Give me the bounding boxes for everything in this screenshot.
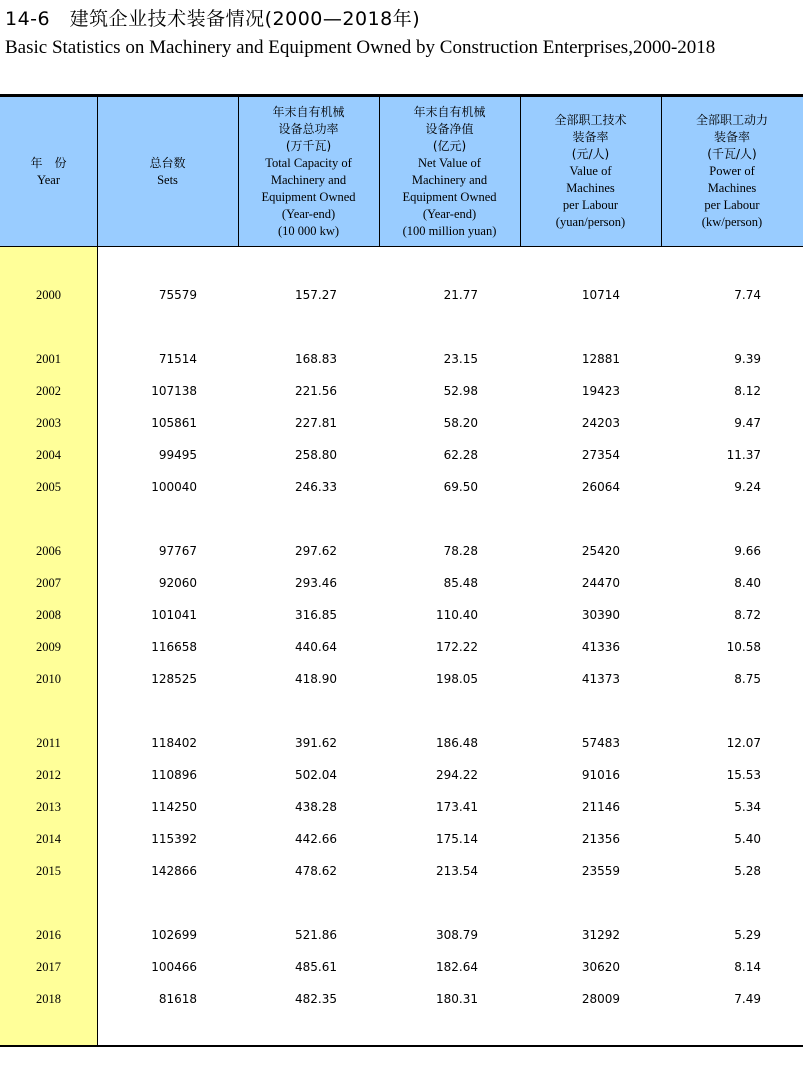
capacity-cell: 521.86 (295, 928, 337, 942)
capacity-cell: 442.66 (295, 832, 337, 846)
year-cell: 2014 (36, 832, 61, 846)
header-power-per-labour-cn: 装备率 (713, 130, 750, 144)
sets-cell: 115392 (151, 832, 197, 846)
capacity-cell: 418.90 (295, 672, 337, 686)
header-total-capacity-cn: 年末自有机械 (272, 104, 345, 119)
header-total-capacity-en: Machinery and (270, 172, 347, 187)
value-per-labour-cell: 30620 (581, 960, 620, 974)
header-net-value-cn: 设备净值 (425, 121, 474, 136)
year-cell: 2013 (36, 800, 61, 814)
header-value-per-labour-en: Value of (569, 164, 612, 178)
table-row (0, 606, 803, 626)
capacity-cell: 246.33 (295, 480, 337, 494)
header-net-value-en: Equipment Owned (402, 189, 497, 204)
sets-cell: 128525 (151, 672, 197, 686)
capacity-cell: 258.80 (295, 448, 337, 462)
capacity-cell: 438.28 (295, 800, 337, 814)
value-per-labour-cell: 19423 (581, 384, 620, 398)
header-value-per-labour-en: (yuan/person) (555, 215, 626, 229)
header-value-per-labour (520, 97, 661, 246)
table-row (0, 286, 803, 306)
power-per-labour-cell: 5.34 (734, 800, 761, 814)
header-sets (97, 97, 238, 246)
year-cell: 2012 (36, 768, 61, 782)
year-cell: 2003 (36, 416, 61, 430)
page-title-cn: 14-6 建筑企业技术装备情况(2000—2018年) (5, 8, 421, 30)
page-title-en: Basic Statistics on Machinery and Equipment Owned by Construction Enterprises,2000-2018 (5, 37, 716, 58)
table-row (0, 350, 803, 370)
header-total-capacity-en: (10 000 kw) (277, 223, 340, 238)
header-total-capacity-en: Total Capacity of (265, 155, 352, 170)
header-value-per-labour-cn: 全部职工技术 (554, 113, 627, 127)
header-total-capacity (238, 97, 379, 246)
net-value-cell: 58.20 (443, 416, 478, 430)
sets-cell: 71514 (158, 352, 197, 366)
table-row (0, 766, 803, 786)
value-per-labour-cell: 41373 (581, 672, 620, 686)
capacity-cell: 440.64 (295, 640, 337, 654)
value-per-labour-cell: 24203 (581, 416, 620, 430)
value-per-labour-cell: 41336 (581, 640, 620, 654)
capacity-cell: 168.83 (295, 352, 337, 366)
year-cell: 2015 (36, 864, 61, 878)
header-power-per-labour-en: per Labour (704, 198, 760, 212)
header-total-capacity-en: Equipment Owned (261, 189, 356, 204)
power-per-labour-cell: 8.75 (734, 672, 761, 686)
net-value-cell: 294.22 (436, 768, 478, 782)
capacity-cell: 502.04 (295, 768, 337, 782)
net-value-cell: 175.14 (436, 832, 478, 846)
sets-cell: 118402 (151, 736, 197, 750)
capacity-cell: 316.85 (295, 608, 337, 622)
table-row (0, 926, 803, 946)
capacity-cell: 221.56 (295, 384, 337, 398)
capacity-cell: 478.62 (295, 864, 337, 878)
header-value-per-labour-en: per Labour (562, 198, 619, 212)
value-per-labour-cell: 21356 (581, 832, 620, 846)
value-per-labour-cell: 30390 (581, 608, 620, 622)
power-per-labour-cell: 11.37 (726, 448, 761, 462)
year-cell: 2011 (36, 736, 61, 750)
power-per-labour-cell: 12.07 (726, 736, 761, 750)
header-net-value-cn: 年末自有机械 (413, 104, 486, 119)
net-value-cell: 62.28 (443, 448, 478, 462)
power-per-labour-cell: 9.39 (734, 352, 761, 366)
header-total-capacity-cn: 设备总功率 (278, 121, 339, 136)
power-per-labour-cell: 10.58 (726, 640, 761, 654)
header-value-per-labour-cn: 装备率 (572, 130, 609, 144)
net-value-cell: 182.64 (436, 960, 478, 974)
table-row (0, 958, 803, 978)
capacity-cell: 482.35 (295, 992, 337, 1006)
net-value-cell: 186.48 (436, 736, 478, 750)
header-total-capacity-cn: (万千瓦) (285, 138, 332, 153)
net-value-cell: 198.05 (436, 672, 478, 686)
header-column-divider (97, 97, 98, 246)
sets-cell: 102699 (151, 928, 197, 942)
year-cell: 2008 (36, 608, 61, 622)
value-per-labour-cell: 31292 (581, 928, 620, 942)
net-value-cell: 69.50 (443, 480, 478, 494)
sets-cell: 99495 (158, 448, 197, 462)
capacity-cell: 293.46 (295, 576, 337, 590)
header-year-en: Year (36, 172, 61, 187)
net-value-cell: 173.41 (436, 800, 478, 814)
power-per-labour-cell: 5.29 (734, 928, 761, 942)
header-sets-cn: 总台数 (149, 155, 186, 170)
table-bottom-rule (0, 1045, 803, 1047)
year-cell: 2016 (36, 928, 61, 942)
header-total-capacity-en: (Year-end) (281, 206, 336, 221)
table-row (0, 670, 803, 690)
power-per-labour-cell: 9.47 (734, 416, 761, 430)
power-per-labour-cell: 7.49 (734, 992, 761, 1006)
net-value-cell: 52.98 (443, 384, 478, 398)
sets-cell: 107138 (151, 384, 197, 398)
year-cell: 2006 (36, 544, 61, 558)
header-power-per-labour (661, 97, 803, 246)
power-per-labour-cell: 5.28 (734, 864, 761, 878)
net-value-cell: 85.48 (443, 576, 478, 590)
year-cell: 2001 (36, 352, 61, 366)
net-value-cell: 21.77 (443, 288, 478, 302)
year-cell: 2017 (36, 960, 61, 974)
net-value-cell: 172.22 (436, 640, 478, 654)
table-row (0, 478, 803, 498)
value-per-labour-cell: 12881 (581, 352, 620, 366)
header-net-value-en: Net Value of (418, 155, 481, 170)
year-cell: 2010 (36, 672, 61, 686)
capacity-cell: 391.62 (295, 736, 337, 750)
sets-cell: 97767 (158, 544, 197, 558)
power-per-labour-cell: 15.53 (726, 768, 761, 782)
table-row (0, 798, 803, 818)
header-net-value-en: Machinery and (411, 172, 488, 187)
header-year (0, 97, 97, 246)
net-value-cell: 308.79 (436, 928, 478, 942)
header-column-divider (379, 97, 380, 246)
table-row (0, 862, 803, 882)
table-row (0, 382, 803, 402)
header-net-value-en: (Year-end) (422, 206, 477, 221)
table-row (0, 830, 803, 850)
header-power-per-labour-en: Power of (709, 164, 755, 178)
header-column-divider (661, 97, 662, 246)
table-row (0, 990, 803, 1010)
header-power-per-labour-en: (kw/person) (701, 215, 763, 229)
capacity-cell: 157.27 (295, 288, 337, 302)
year-cell: 2007 (36, 576, 61, 590)
table-row (0, 574, 803, 594)
power-per-labour-cell: 7.74 (734, 288, 761, 302)
sets-cell: 142866 (151, 864, 197, 878)
header-year-cn: 年 份 (30, 155, 67, 170)
net-value-cell: 213.54 (436, 864, 478, 878)
net-value-cell: 78.28 (443, 544, 478, 558)
year-cell: 2000 (36, 288, 61, 302)
capacity-cell: 227.81 (295, 416, 337, 430)
table-header (0, 97, 803, 247)
value-per-labour-cell: 91016 (581, 768, 620, 782)
power-per-labour-cell: 8.14 (734, 960, 761, 974)
value-per-labour-cell: 57483 (581, 736, 620, 750)
power-per-labour-cell: 9.66 (734, 544, 761, 558)
year-cell: 2002 (36, 384, 61, 398)
year-cell: 2018 (36, 992, 61, 1006)
sets-cell: 100040 (151, 480, 197, 494)
header-net-value (379, 97, 520, 246)
power-per-labour-cell: 5.40 (734, 832, 761, 846)
power-per-labour-cell: 8.72 (734, 608, 761, 622)
power-per-labour-cell: 9.24 (734, 480, 761, 494)
value-per-labour-cell: 28009 (581, 992, 620, 1006)
sets-cell: 75579 (158, 288, 197, 302)
header-column-divider (520, 97, 521, 246)
value-per-labour-cell: 25420 (581, 544, 620, 558)
net-value-cell: 110.40 (436, 608, 478, 622)
header-value-per-labour-cn: (元/人) (571, 147, 610, 161)
year-column-divider (97, 247, 98, 1045)
header-value-per-labour-en: Machines (566, 181, 615, 195)
value-per-labour-cell: 24470 (581, 576, 620, 590)
header-power-per-labour-cn: (千瓦/人) (707, 147, 757, 161)
sets-cell: 110896 (151, 768, 197, 782)
header-power-per-labour-cn: 全部职工动力 (695, 113, 768, 127)
value-per-labour-cell: 26064 (581, 480, 620, 494)
header-power-per-labour-en: Machines (707, 181, 757, 195)
header-column-divider (238, 97, 239, 246)
header-net-value-cn: (亿元) (432, 138, 467, 153)
net-value-cell: 180.31 (436, 992, 478, 1006)
sets-cell: 81618 (158, 992, 197, 1006)
table-row (0, 446, 803, 466)
capacity-cell: 485.61 (295, 960, 337, 974)
table-row (0, 734, 803, 754)
table-row (0, 638, 803, 658)
sets-cell: 92060 (158, 576, 197, 590)
value-per-labour-cell: 27354 (581, 448, 620, 462)
sets-cell: 114250 (151, 800, 197, 814)
value-per-labour-cell: 10714 (581, 288, 620, 302)
header-net-value-en: (100 million yuan) (402, 223, 497, 238)
year-cell: 2004 (36, 448, 61, 462)
sets-cell: 116658 (151, 640, 197, 654)
sets-cell: 101041 (151, 608, 197, 622)
table-row (0, 414, 803, 434)
value-per-labour-cell: 23559 (581, 864, 620, 878)
table-row (0, 542, 803, 562)
value-per-labour-cell: 21146 (581, 800, 620, 814)
year-cell: 2005 (36, 480, 61, 494)
power-per-labour-cell: 8.12 (734, 384, 761, 398)
power-per-labour-cell: 8.40 (734, 576, 761, 590)
net-value-cell: 23.15 (443, 352, 478, 366)
sets-cell: 105861 (151, 416, 197, 430)
sets-cell: 100466 (151, 960, 197, 974)
header-sets-en: Sets (157, 172, 178, 187)
year-cell: 2009 (36, 640, 61, 654)
capacity-cell: 297.62 (295, 544, 337, 558)
